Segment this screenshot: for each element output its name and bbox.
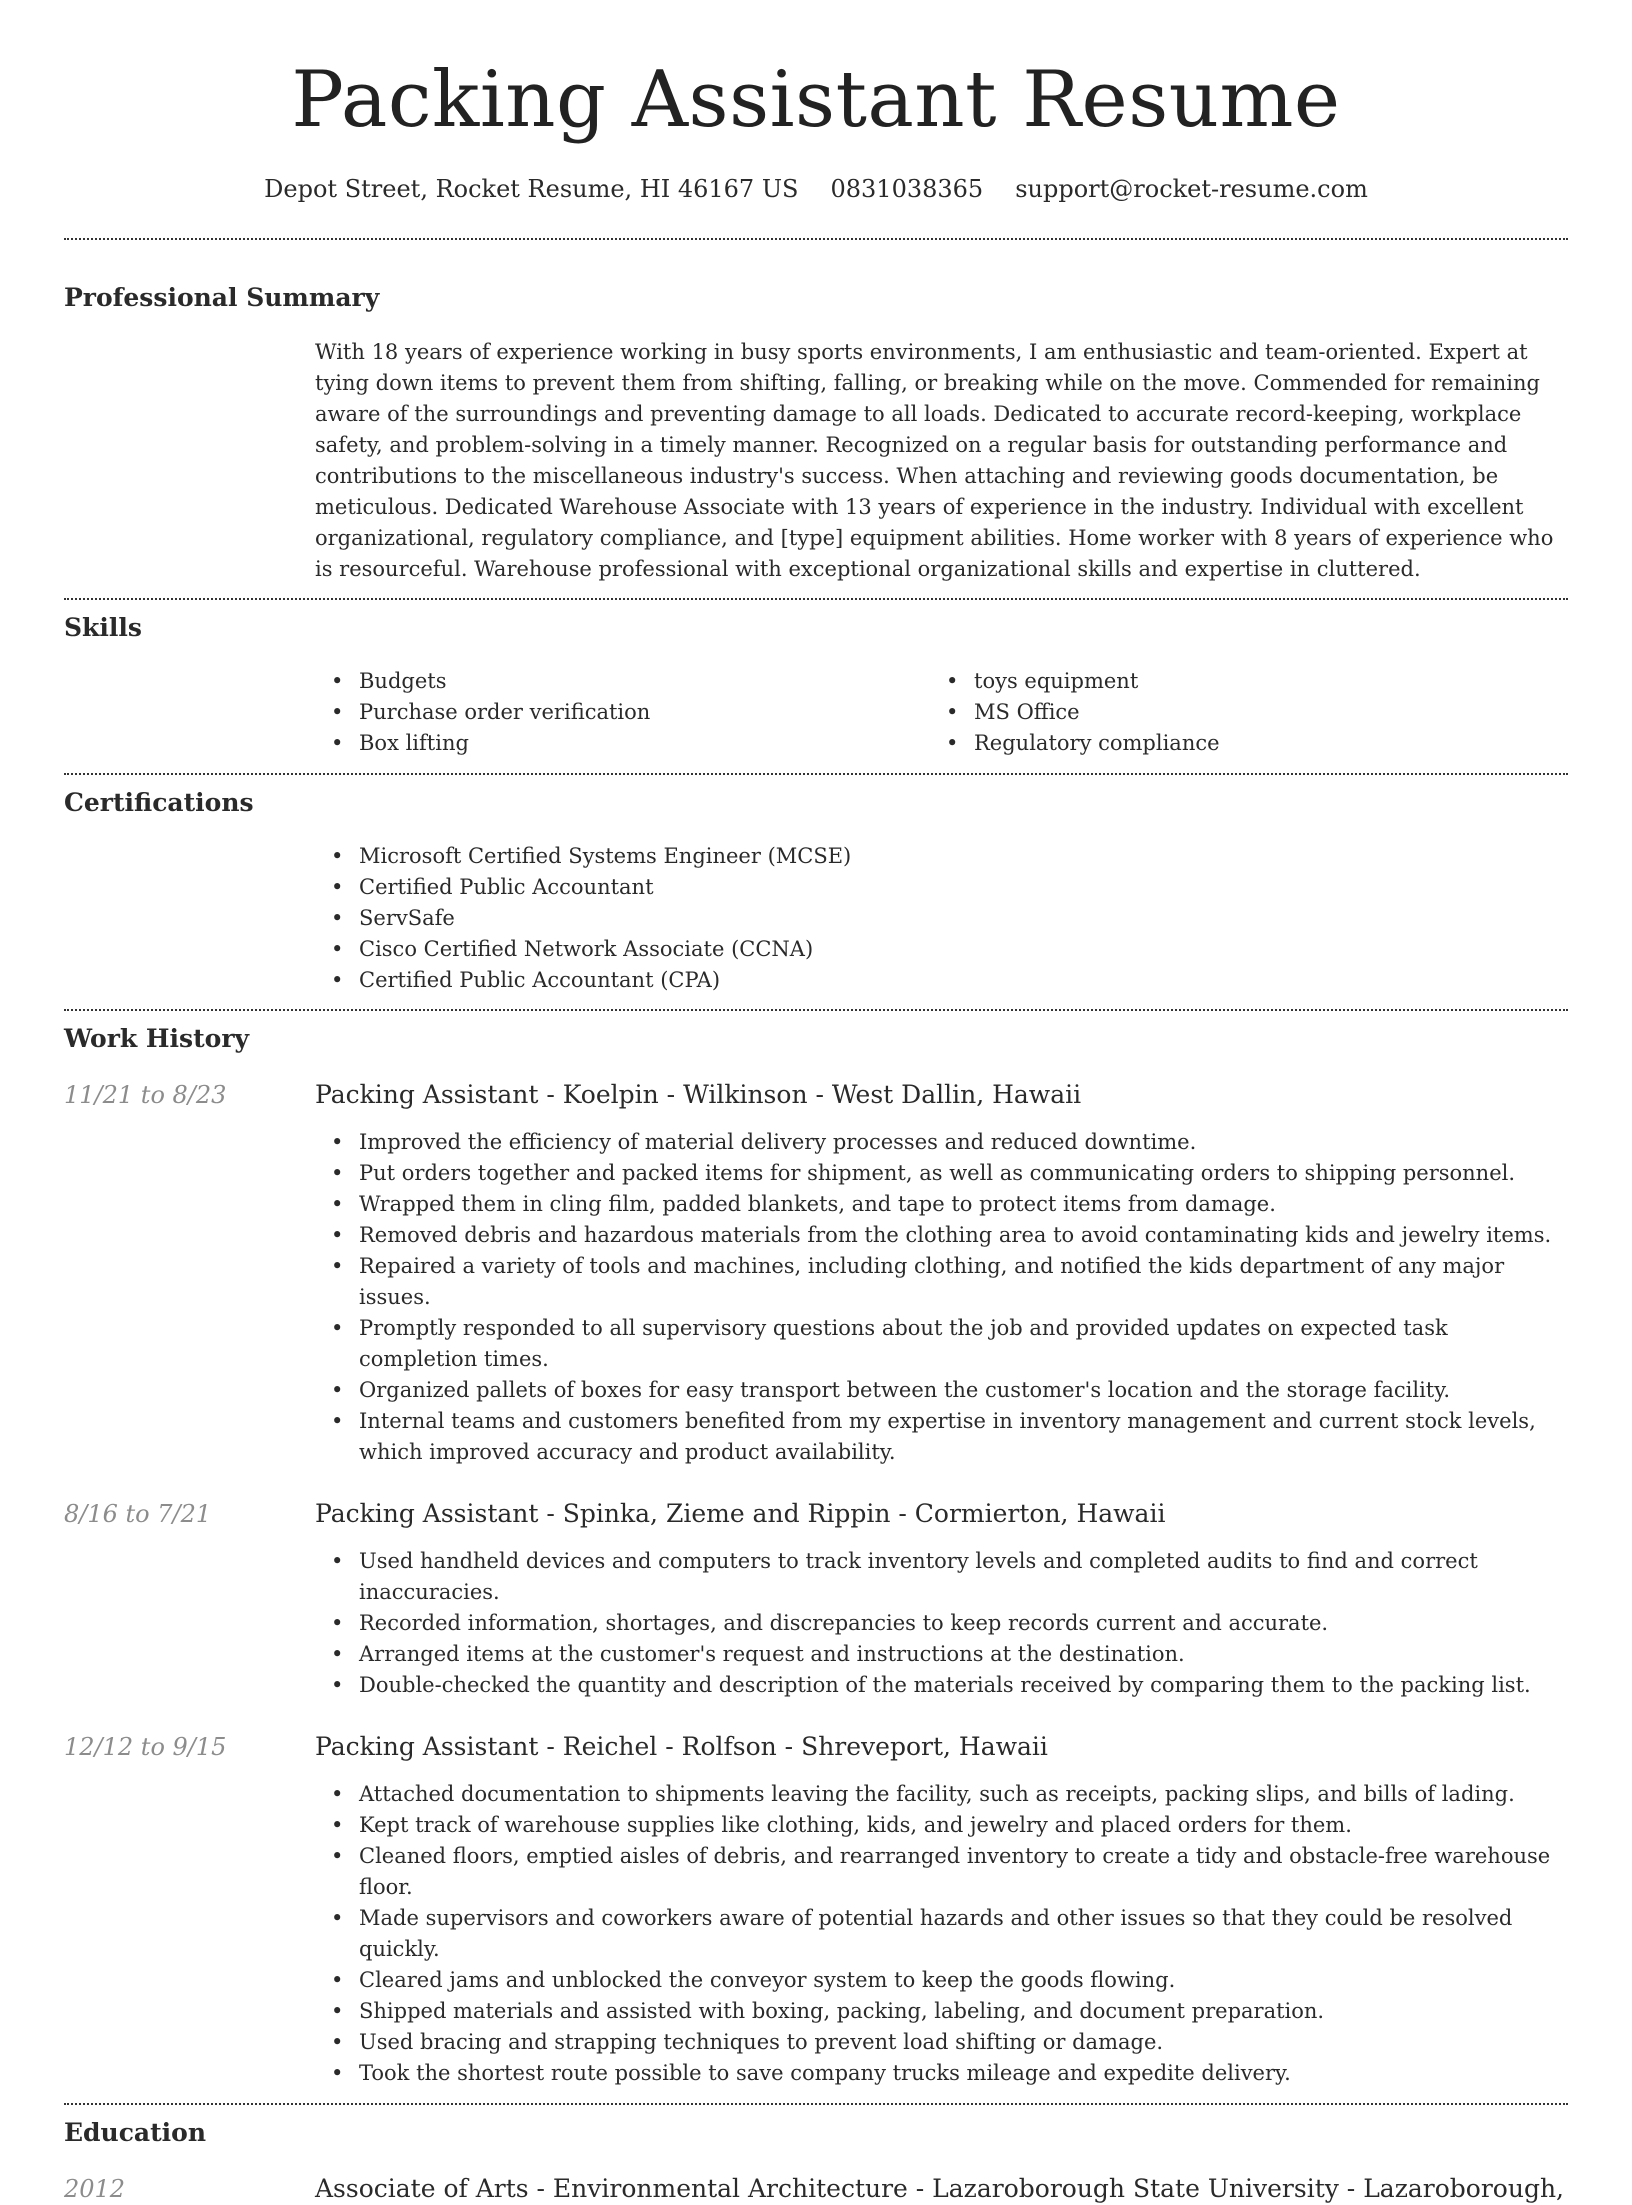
skill-item: • Budgets [315,666,930,697]
divider [64,773,1568,775]
job-bullet: • Cleaned floors, emptied aisles of debris, and rearranged inventory to create a tidy and obstacle-free warehouse floor. [315,1841,1568,1903]
skill-item: • toys equipment [930,666,1545,697]
section-title-education: Education [64,2118,207,2147]
job-bullet: • Removed debris and hazardous materials from the clothing area to avoid contaminating kids and jewelry items. [315,1220,1568,1251]
education-entry [64,2173,1568,2205]
job-entry [64,1731,1568,2089]
certification-item: • Microsoft Certified Systems Engineer (MCSE) [315,841,1568,872]
certification-item: • Certified Public Accountant [315,872,1568,903]
job-bullet: • Used handheld devices and computers to track inventory levels and completed audits to find and correct inaccuracies. [315,1546,1568,1608]
contact-phone: 0831038365 [830,175,984,203]
job-dates: 8/16 to 7/21 [64,1500,212,1528]
job-entry [64,1498,1568,1701]
skill-item: • Purchase order verification [315,697,930,728]
job-bullet: • Wrapped them in cling film, padded blankets, and tape to protect items from damage. [315,1189,1568,1220]
section-title-summary: Professional Summary [64,283,380,312]
certification-item: • Cisco Certified Network Associate (CCNA) [315,934,1568,965]
contact-address: Depot Street, Rocket Resume, HI 46167 US [264,175,799,203]
job-bullets [315,1779,1568,2089]
contact-line [64,174,1568,204]
skills-section [64,612,1568,759]
job-bullet: • Kept track of warehouse supplies like clothing, kids, and jewelry and placed orders for them. [315,1810,1568,1841]
work-history-section [64,1023,1568,2089]
summary-section [64,282,1568,585]
job-bullets [315,1546,1568,1701]
skills-grid [315,666,1568,759]
job-title: Packing Assistant - Koelpin - Wilkinson - West Dallin, Hawaii [315,1080,1082,1109]
job-entry [64,1079,1568,1468]
job-bullet: • Recorded information, shortages, and discrepancies to keep records current and accurate. [315,1608,1568,1639]
certifications-list [315,841,1568,996]
job-bullet: • Arranged items at the customer's request and instructions at the destination. [315,1639,1568,1670]
job-bullet: • Organized pallets of boxes for easy transport between the customer's location and the storage facility. [315,1375,1568,1406]
education-year: 2012 [64,2175,126,2203]
divider [64,1009,1568,1011]
section-title-work-history: Work History [64,1024,250,1053]
job-title: Packing Assistant - Reichel - Rolfson - Shreveport, Hawaii [315,1732,1048,1761]
certifications-section [64,787,1568,996]
section-title-certifications: Certifications [64,788,254,817]
summary-text: With 18 years of experience working in busy sports environments, I am enthusiastic and team-oriented. Expert at tying down items to prevent them from shifting, falling, or breaking while on the move. Commended for remaining aware of the surroundings and preventing damage to all loads. Dedicated to accurate record-keeping, workplace safety, and problem-solving in a timely manner. Recognized on a regular basis for outstanding performance and contributions to the miscellaneous industry's success. When attaching and reviewing goods documentation, be meticulous. Dedicated Warehouse Associate with 13 years of experience in the industry. Individual with excellent organizational, regulatory compliance, and [type] equipment abilities. Home worker with 8 years of experience who is resourceful. Warehouse professional with exceptional organizational skills and expertise in cluttered. [315,340,1554,581]
certification-item: • Certified Public Accountant (CPA) [315,965,1568,996]
contact-email[interactable]: support@rocket-resume.com [1015,175,1368,203]
job-bullet: • Cleared jams and unblocked the conveyor system to keep the goods flowing. [315,1965,1568,1996]
job-bullet: • Internal teams and customers benefited from my expertise in inventory management and current stock levels, which improved accuracy and product availability. [315,1406,1568,1468]
job-bullet: • Promptly responded to all supervisory questions about the job and provided updates on expected task completion times. [315,1313,1568,1375]
skill-item: • MS Office [930,697,1545,728]
education-section [64,2117,1568,2205]
job-bullet: • Made supervisors and coworkers aware of potential hazards and other issues so that they could be resolved quickly. [315,1903,1568,1965]
divider [64,238,1568,240]
job-bullet: • Shipped materials and assisted with boxing, packing, labeling, and document preparation. [315,1996,1568,2027]
job-bullet: • Used bracing and strapping techniques to prevent load shifting or damage. [315,2027,1568,2058]
certification-item: • ServSafe [315,903,1568,934]
divider [64,2103,1568,2105]
job-bullets [315,1127,1568,1468]
resume-name: Packing Assistant Resume [291,55,1341,145]
resume-page [64,0,1568,2205]
job-dates: 12/12 to 9/15 [64,1733,227,1761]
education-title: Associate of Arts - Environmental Architecture - Lazaroborough State University - Lazaroborough, [315,2174,1564,2203]
job-bullet: • Double-checked the quantity and description of the materials received by comparing them to the packing list. [315,1670,1568,1701]
skill-item: • Box lifting [315,728,930,759]
section-title-skills: Skills [64,613,142,642]
skills-list-left [315,666,930,759]
divider [64,598,1568,600]
skills-list-right [930,666,1545,759]
job-title: Packing Assistant - Spinka, Zieme and Rippin - Cormierton, Hawaii [315,1499,1166,1528]
job-dates: 11/21 to 8/23 [64,1081,227,1109]
job-bullet: • Improved the efficiency of material delivery processes and reduced downtime. [315,1127,1568,1158]
job-bullet: • Put orders together and packed items for shipment, as well as communicating orders to shipping personnel. [315,1158,1568,1189]
job-bullet: • Repaired a variety of tools and machines, including clothing, and notified the kids department of any major issues. [315,1251,1568,1313]
job-bullet: • Attached documentation to shipments leaving the facility, such as receipts, packing slips, and bills of lading. [315,1779,1568,1810]
skill-item: • Regulatory compliance [930,728,1545,759]
job-bullet: • Took the shortest route possible to save company trucks mileage and expedite delivery. [315,2058,1568,2089]
